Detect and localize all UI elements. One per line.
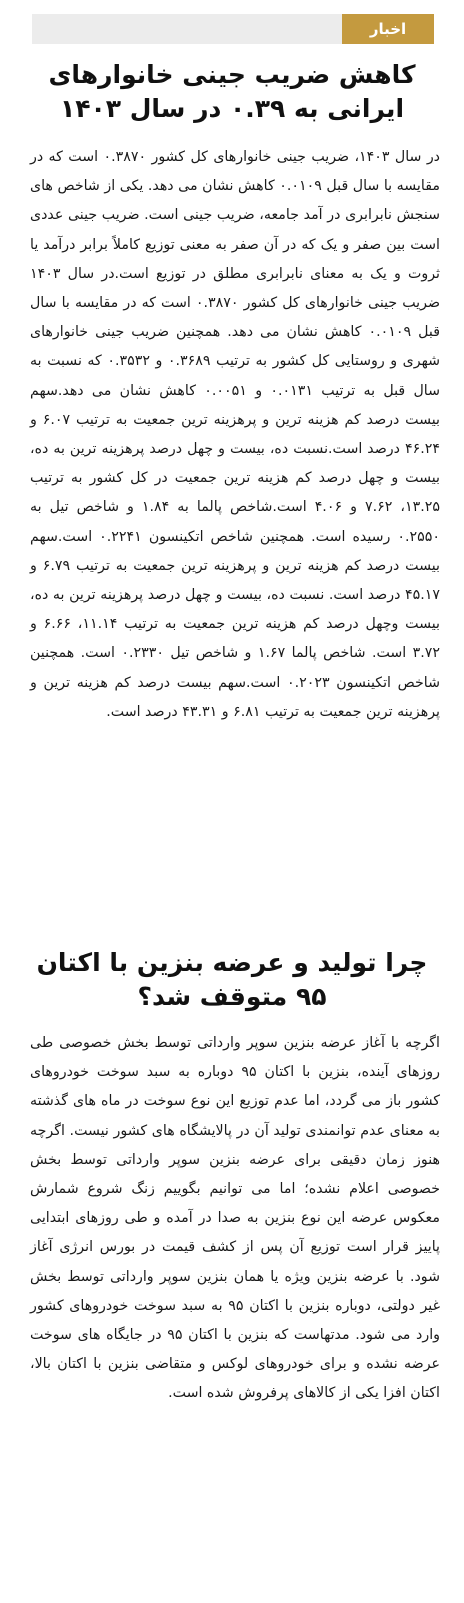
section-header-bar — [32, 14, 434, 44]
article-1-body: در سال ۱۴۰۳، ضریب جینی خانوارهای کل کشور ۰.۳۸۷۰ است که در مقایسه با سال قبل ۰.۰۱۰۹ کاهش نشان می دهد. یکی از شاخص های سنجش نابرابری در آمد جامعه، ضریب جینی است. ضریب جینی عددی است بین صفر و یک که در آن صفر به معنی توزیع کاملاً برابر درآمد یا ثروت و یک به معنای نابرابری مطلق در توزیع است.در سال ۱۴۰۳ ضریب جینی خانوارهای کل کشور ۰.۳۸۷۰ است که در مقایسه با سال قبل ۰.۰۱۰۹ کاهش نشان می دهد. همچنین ضریب جینی خانوارهای شهری و روستایی کل کشور به ترتیب ۰.۳۶۸۹ و ۰.۳۵۳۲ که نسبت به سال قبل به ترتیب ۰.۰۱۳۱ و ۰.۰۰۵۱ کاهش نشان می دهد.سهم بیست درصد کم هزینه ترین و پرهزینه ترین جمعیت به ترتیب ۶.۰۷ و ۴۶.۲۴ درصد است.نسبت ده، بیست و چهل درصد پرهزینه ترین به ده، بیست و چهل درصد کم هزینه ترین جمعیت در کل کشور به ترتیب ۱۳.۲۵، ۷.۶۲ و ۴.۰۶ است.شاخص پالما به ۱.۸۴ و شاخص تیل به ۰.۲۵۵۰ رسیده است. همچنین شاخص اتکینسون ۰.۲۲۴۱ است.سهم بیست درصد کم هزینه ترین و پرهزینه ترین جمعیت به ترتیب ۶.۷۹ و ۴۵.۱۷ درصد است. نسبت ده، بیست و چهل درصد پرهزینه ترین به ده، بیست وچهل درصد کم هزینه ترین جمعیت به ترتیب ۱۱.۱۴، ۶.۶۶ و ۳.۷۲ است. شاخص پالما ۱.۶۷ و شاخص تیل ۰.۲۳۳۰ است. همچنین شاخص اتکینسون ۰.۲۰۲۳ است.سهم بیست درصد کم هزینه ترین و پرهزینه ترین جمعیت به ترتیب ۶.۸۱ و ۴۳.۳۱ درصد است. — [30, 149, 441, 720]
article-1-headline: کاهش ضریب جینی خانوارهای ایرانی به ۰.۳۹ در سال ۱۴۰۳ — [48, 60, 416, 123]
article-2-headline: چرا تولید و عرضه بنزین با اکتان ۹۵ متوقف شد؟ — [36, 948, 428, 1011]
section-label: اخبار — [342, 14, 434, 44]
article-2-body: اگرچه با آغاز عرضه بنزین سوپر وارداتی توسط بخش خصوصی طی روزهای آینده، بنزین با اکتان ۹۵ دوباره به سبد سوخت خودروهای کشور باز می گردد، اما عدم توزیع این نوع سوخت در ماه های گذشته به معنای عدم توانمندی تولید آن در پالایشگاه های کشور نیست. اگرچه هنوز زمان دقیقی برای عرضه بنزین سوپر وارداتی توسط بخش خصوصی اعلام نشده؛ اما می توانیم بگوییم زنگ شروع شمارش معکوس عرضه این نوع بنزین به صدا در آمده و طی روزهای ابتدایی پاییز قرار است توزیع آن پس از کشف قیمت در بورس انرژی آغاز شود. با عرضه بنزین ویژه یا همان بنزین سوپر وارداتی توسط بخش غیر دولتی، دوباره بنزین با اکتان ۹۵ به سبد سوخت خودروهای کشور وارد می شود. مدتهاست که بنزین با اکتان ۹۵ در جایگاه های سوخت عرضه نشده و برای خودروهای لوکس و متقاضی بنزین با اکتان بالا، اکتان افزا یکی از کالاهای پرفروش شده است. — [30, 1035, 440, 1402]
